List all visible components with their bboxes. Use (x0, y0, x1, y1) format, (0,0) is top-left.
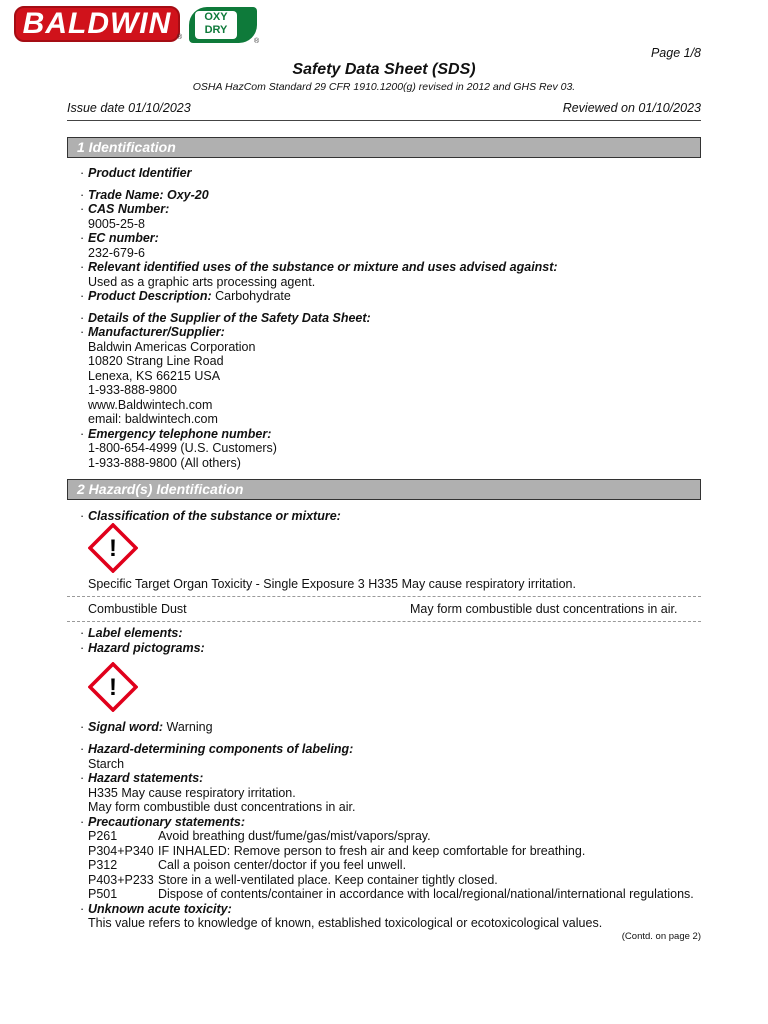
baldwin-logo: BALDWIN (14, 6, 180, 42)
hazard-details-block (80, 742, 710, 931)
signal-word-value: Warning (166, 720, 213, 734)
bullet: · (80, 771, 85, 785)
bullet: · (80, 202, 85, 216)
precautionary-code: P403+P233 (88, 872, 154, 887)
document-subtitle: OSHA HazCom Standard 29 CFR 1910.1200(g) revised in 2012 and GHS Rev 03. (192, 81, 576, 93)
precautionary-text: IF INHALED: Remove person to fresh air and keep comfortable for breathing. (158, 843, 586, 858)
precautionary-row (80, 829, 710, 844)
ghs-pictogram-2 (88, 662, 138, 715)
precautionary-row (80, 887, 710, 902)
precautionary-row (80, 858, 710, 873)
section-1-heading: 1 Identification (67, 137, 701, 158)
page-number: Page 1/8 (650, 46, 701, 60)
cas-value: 9005-25-8 (88, 216, 145, 231)
bullet: · (80, 426, 85, 441)
oxy-dry-logo-text (195, 11, 237, 39)
precautionary-code: P261 (88, 829, 118, 843)
registered-mark: ® (177, 34, 183, 41)
acute-toxicity-value: This value refers to knowledge of known, established toxicological or ecotoxicological values. (88, 916, 603, 930)
precautionary-code: P304+P340 (88, 843, 154, 858)
precautionary-code: P312 (88, 858, 118, 872)
components-value: Starch (88, 756, 125, 771)
hazard-pictograms-label: Hazard pictograms: (88, 640, 205, 655)
bullet: · (80, 626, 85, 640)
precautionary-label: Precautionary statements: (88, 814, 246, 829)
hazard-statement: H335 May cause respiratory irritation. (88, 785, 296, 800)
continued-note: (Contd. on page 2) (621, 931, 701, 942)
combustible-dust-statement: May form combustible dust concentrations in air. (410, 602, 678, 616)
hazard-statement: May form combustible dust concentrations in air. (88, 800, 356, 814)
ec-label: EC number: (88, 231, 159, 245)
bullet: · (80, 289, 85, 303)
uses-label: Relevant identified uses of the substance or mixture and uses advised against: (88, 260, 558, 274)
bullet: · (80, 509, 85, 523)
product-identifier-label: Product Identifier (88, 166, 192, 180)
label-elements-block (80, 626, 710, 655)
emergency-label: Emergency telephone number: (88, 426, 272, 441)
supplier-details-label: Details of the Supplier of the Safety Data Sheet: (88, 310, 371, 325)
manufacturer-line: email: baldwintech.com (88, 412, 218, 426)
manufacturer-line: Lenexa, KS 66215 USA (88, 368, 221, 383)
oxy-dry-logo (189, 7, 260, 45)
pictogram-exclamation-glyph: ! (109, 535, 117, 562)
exclamation-mark-diamond-icon (88, 523, 138, 573)
description-label: Product Description: (88, 289, 212, 303)
trade-name: Trade Name: Oxy-20 (88, 187, 209, 202)
signal-word-block (80, 720, 710, 735)
classification-label: Classification of the substance or mixture: (88, 509, 341, 523)
stot-classification: Specific Target Organ Toxicity - Single Exposure 3 H335 May cause respiratory irritation. (88, 577, 576, 591)
pictogram-exclamation-glyph: ! (109, 674, 117, 701)
dashed-divider (67, 596, 701, 597)
ghs-pictogram-1 (88, 523, 138, 576)
combustible-dust-name: Combustible Dust (88, 602, 187, 616)
dry-logo-line: DRY (204, 24, 228, 36)
bullet: · (80, 901, 85, 916)
bullet: · (80, 720, 85, 734)
emergency-line: 1-800-654-4999 (U.S. Customers) (88, 441, 277, 455)
manufacturer-line: 10820 Strang Line Road (88, 354, 224, 368)
exclamation-mark-diamond-icon (88, 662, 138, 712)
label-elements-label: Label elements: (88, 626, 183, 640)
uses-value: Used as a graphic arts processing agent. (88, 274, 316, 289)
bullet: · (80, 742, 85, 756)
precautionary-code: P501 (88, 887, 118, 901)
components-label: Hazard-determining components of labeling: (88, 742, 354, 756)
signal-word-label: Signal word: (88, 720, 163, 734)
section-1-content (80, 166, 710, 470)
bullet: · (80, 814, 85, 829)
bullet: · (80, 325, 85, 339)
reviewed-date: Reviewed on 01/10/2023 (562, 101, 701, 115)
document-title: Safety Data Sheet (SDS) (292, 61, 476, 78)
bullet: · (80, 310, 85, 325)
manufacturer-line: 1-933-888-9800 (88, 383, 177, 397)
precautionary-text: Avoid breathing dust/fume/gas/mist/vapors/spray. (158, 829, 431, 843)
precautionary-text: Call a poison center/doctor if you feel unwell. (158, 858, 407, 872)
dashed-divider (67, 621, 701, 622)
bullet: · (80, 231, 85, 245)
bullet: · (80, 640, 85, 655)
bullet: · (80, 260, 85, 274)
oxy-logo-line: OXY (204, 11, 228, 23)
emergency-line: 1-933-888-9800 (All others) (88, 455, 241, 470)
manufacturer-label: Manufacturer/Supplier: (88, 325, 225, 339)
cas-label: CAS Number: (88, 202, 170, 216)
ec-value: 232-679-6 (88, 245, 145, 260)
manufacturer-line: www.Baldwintech.com (88, 397, 213, 412)
section-2-heading: 2 Hazard(s) Identification (67, 479, 701, 500)
classification-row (80, 509, 710, 524)
precautionary-row (80, 844, 710, 859)
issue-date: Issue date 01/10/2023 (67, 101, 191, 115)
manufacturer-line: Baldwin Americas Corporation (88, 339, 256, 354)
bullet: · (80, 166, 85, 180)
bullet: · (80, 187, 85, 202)
header-divider (67, 120, 701, 121)
hazard-statements-label: Hazard statements: (88, 771, 204, 785)
registered-mark-2: ® (254, 38, 260, 45)
description-value: Carbohydrate (215, 289, 291, 303)
precautionary-text: Store in a well-ventilated place. Keep container tightly closed. (158, 872, 498, 887)
precautionary-row (80, 873, 710, 888)
precautionary-text: Dispose of contents/container in accordance with local/regional/national/international regulations. (158, 887, 694, 901)
acute-toxicity-label: Unknown acute toxicity: (88, 901, 232, 916)
